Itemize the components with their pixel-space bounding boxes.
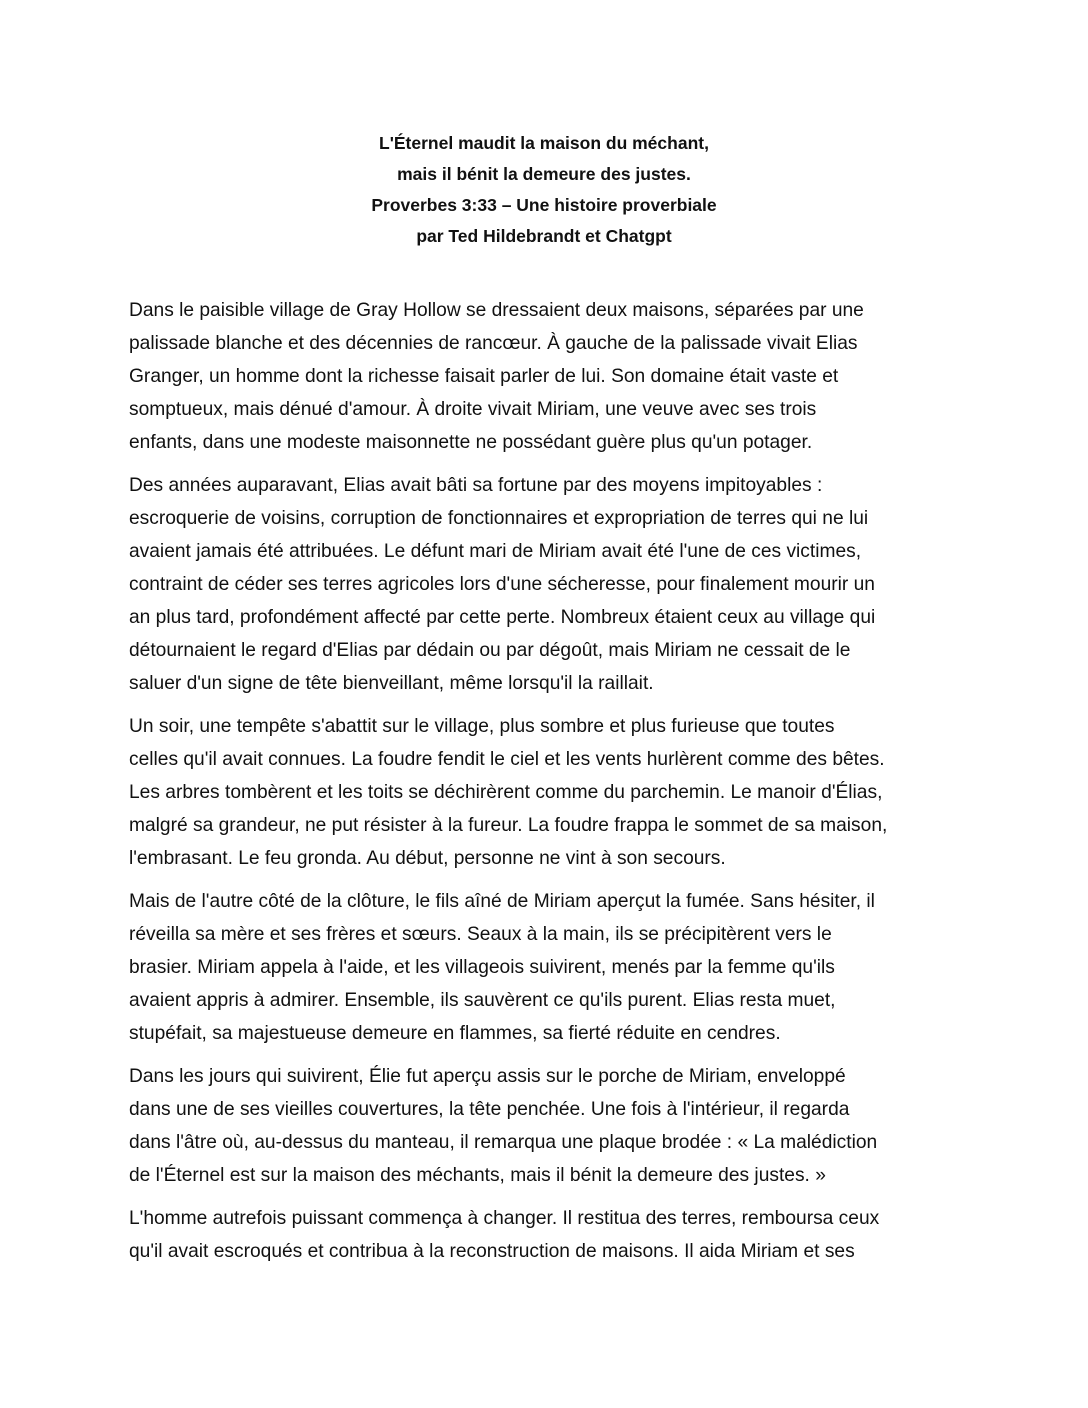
text-line: de l'Éternel est sur la maison des méchants, mais il bénit la demeure des justes. » (129, 1165, 826, 1186)
text-line: contraint de céder ses terres agricoles lors d'une sécheresse, pour finalement mourir un (129, 574, 875, 595)
title-line: L'Éternel maudit la maison du méchant, (379, 133, 709, 153)
title-block (0, 128, 1088, 252)
text-line: Mais de l'autre côté de la clôture, le fils aîné de Miriam aperçut la fumée. Sans hésiter, il (129, 891, 875, 912)
text-line: malgré sa grandeur, ne put résister à la fureur. La foudre frappa le sommet de sa maison, (129, 815, 888, 836)
text-line: L'homme autrefois puissant commença à changer. Il restitua des terres, remboursa ceux (129, 1208, 880, 1229)
story-body (129, 294, 969, 1278)
text-line: enfants, dans une modeste maisonnette ne possédant guère plus qu'un potager. (129, 432, 813, 453)
text-line: Un soir, une tempête s'abattit sur le village, plus sombre et plus furieuse que toutes (129, 716, 835, 737)
paragraph-2 (129, 469, 969, 700)
text-line: somptueux, mais dénué d'amour. À droite vivait Miriam, une veuve avec ses trois (129, 399, 817, 420)
text-line: saluer d'un signe de tête bienveillant, même lorsqu'il la raillait. (129, 673, 654, 694)
title-line: mais il bénit la demeure des justes. (397, 164, 691, 184)
text-line: palissade blanche et des décennies de rancœur. À gauche de la palissade vivait Elias (129, 333, 858, 354)
text-line: Des années auparavant, Elias avait bâti sa fortune par des moyens impitoyables : (129, 475, 823, 496)
author-line: par Ted Hildebrandt et Chatgpt (416, 226, 672, 246)
text-line: escroquerie de voisins, corruption de fonctionnaires et expropriation de terres qui ne lui (129, 508, 869, 529)
paragraph-5 (129, 1060, 969, 1192)
text-line: Granger, un homme dont la richesse faisait parler de lui. Son domaine était vaste et (129, 366, 839, 387)
text-line: an plus tard, profondément affecté par cette perte. Nombreux étaient ceux au village qui (129, 607, 876, 628)
text-line: stupéfait, sa majestueuse demeure en flammes, sa fierté réduite en cendres. (129, 1023, 781, 1044)
text-line: l'embrasant. Le feu gronda. Au début, personne ne vint à son secours. (129, 848, 726, 869)
paragraph-4 (129, 885, 969, 1050)
paragraph-6 (129, 1202, 969, 1268)
subtitle-line: Proverbes 3:33 – Une histoire proverbiale (371, 195, 717, 215)
text-line: celles qu'il avait connues. La foudre fendit le ciel et les vents hurlèrent comme des bêtes. (129, 749, 885, 770)
text-line: avaient jamais été attribuées. Le défunt mari de Miriam avait été l'une de ces victimes, (129, 541, 862, 562)
text-line: Dans les jours qui suivirent, Élie fut aperçu assis sur le porche de Miriam, enveloppé (129, 1066, 846, 1087)
text-line: avaient appris à admirer. Ensemble, ils sauvèrent ce qu'ils purent. Elias resta muet, (129, 990, 836, 1011)
paragraph-3 (129, 710, 969, 875)
text-line: dans l'âtre où, au-dessus du manteau, il remarqua une plaque brodée : « La malédiction (129, 1132, 878, 1153)
paragraph-1 (129, 294, 969, 459)
text-line: dans une de ses vieilles couvertures, la tête penchée. Une fois à l'intérieur, il regarda (129, 1099, 850, 1120)
text-line: Dans le paisible village de Gray Hollow se dressaient deux maisons, séparées par une (129, 300, 864, 321)
text-line: qu'il avait escroqués et contribua à la reconstruction de maisons. Il aida Miriam et ses (129, 1241, 855, 1262)
text-line: Les arbres tombèrent et les toits se déchirèrent comme du parchemin. Le manoir d'Élias, (129, 782, 883, 803)
text-line: détournaient le regard d'Elias par dédain ou par dégoût, mais Miriam ne cessait de le (129, 640, 851, 661)
text-line: brasier. Miriam appela à l'aide, et les villageois suivirent, menés par la femme qu'ils (129, 957, 835, 978)
text-line: réveilla sa mère et ses frères et sœurs. Seaux à la main, ils se précipitèrent vers le (129, 924, 832, 945)
